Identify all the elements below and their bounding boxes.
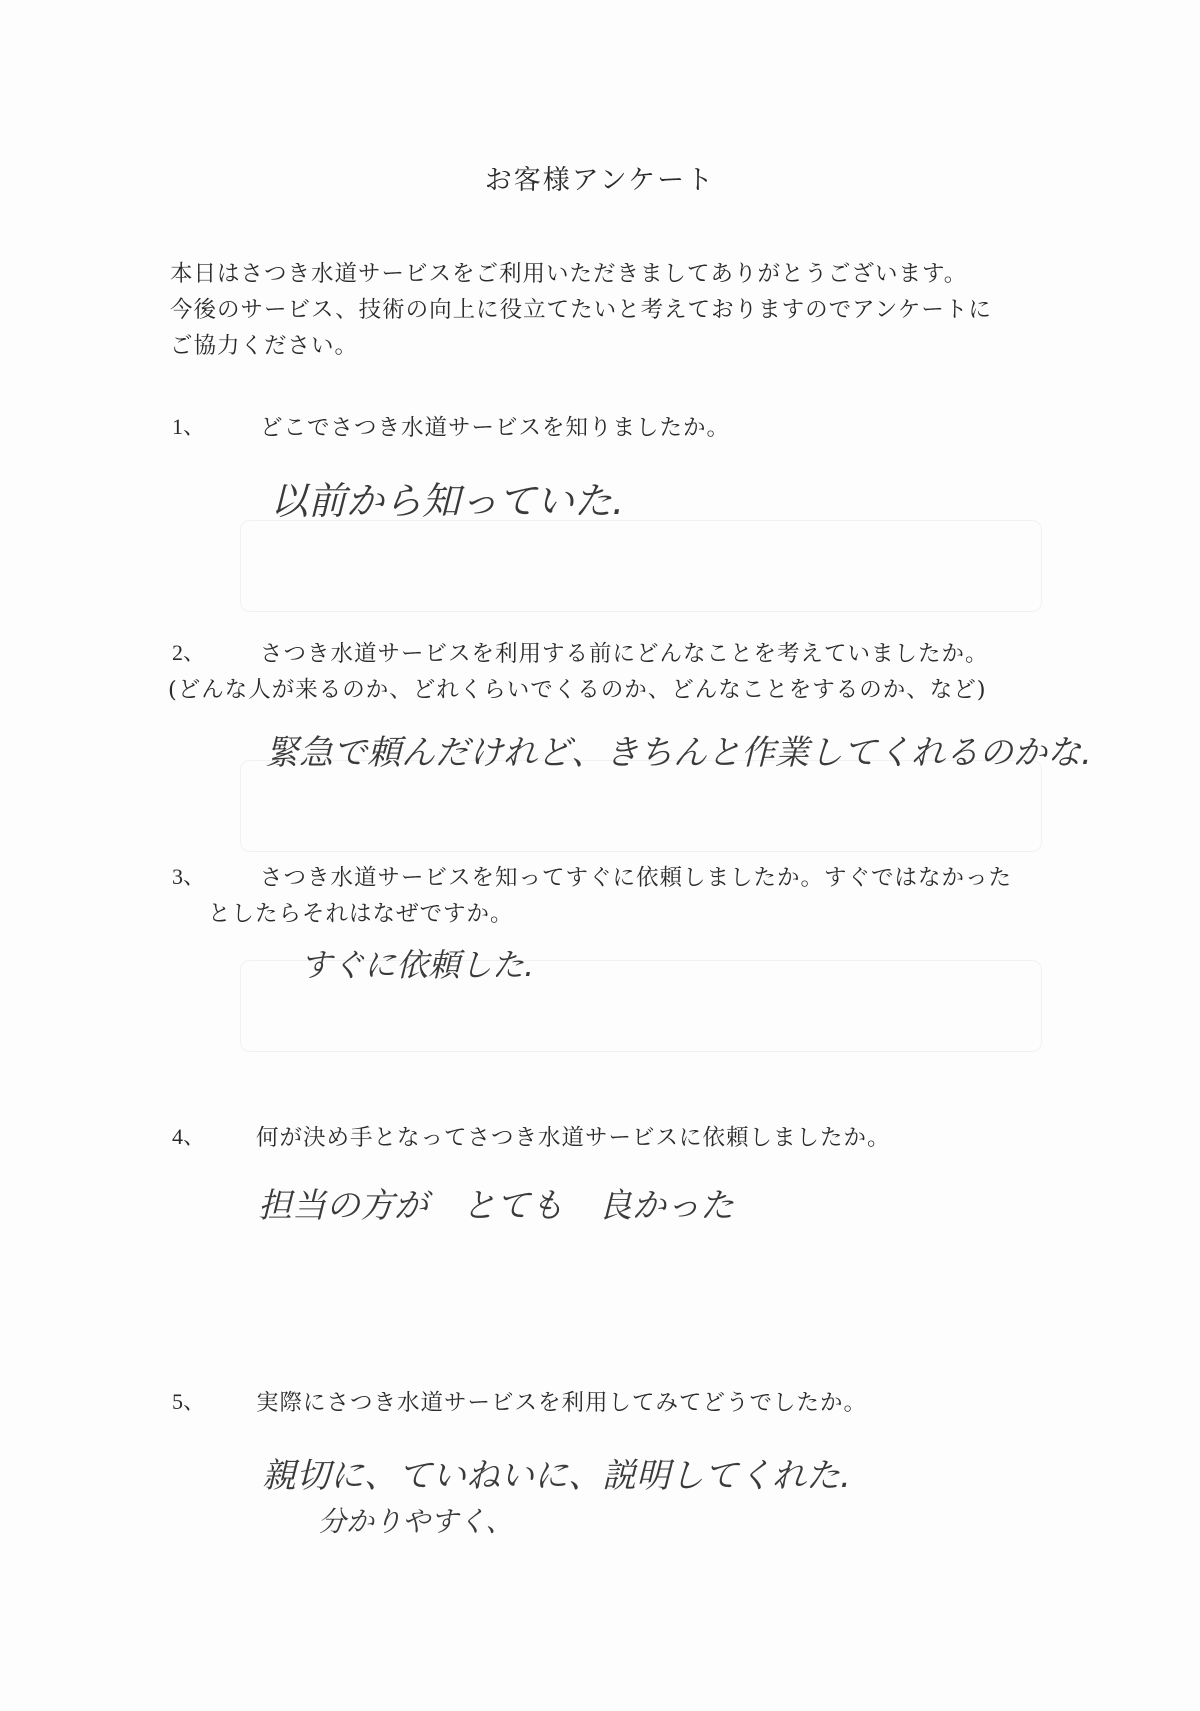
question-number: 3、 [172,864,206,889]
question-text: さつき水道サービスを知ってすぐに依頼しましたか。すぐではなかった [260,865,1013,891]
question-number: 4、 [172,1124,206,1149]
question-text: 実際にさつき水道サービスを利用してみてどうでしたか。 [256,1390,868,1416]
question-text: としたらそれはなぜですか。 [208,901,514,927]
question-text: 何が決め手となってさつき水道サービスに依頼しましたか。 [256,1125,891,1151]
handwritten-answer: すぐに依頼した. [300,946,535,984]
bleed-through-box [240,520,1042,612]
handwritten-answer: 親切に、ていねいに、説明してくれた. [262,1456,851,1496]
intro-text [170,256,1070,364]
intro-line: 本日はさつき水道サービスをご利用いただきましてありがとうございます。 [170,261,968,287]
question-text: どこでさつき水道サービスを知りましたか。 [260,415,731,441]
intro-line: ご協力ください。 [170,333,359,359]
handwritten-answer: 以前から知っていた. [270,479,625,523]
handwritten-answer: 緊急で頼んだけれど、きちんと作業してくれるのかな. [265,733,1092,773]
question-text: さつき水道サービスを利用する前にどんなことを考えていましたか。 [260,641,989,667]
question-number: 1、 [172,414,206,439]
handwritten-answer: 担当の方が とても 良かった [258,1186,734,1226]
question-subtext: (どんな人が来るのか、どれくらいでくるのか、どんなことをするのか、など) [168,677,987,703]
question-number: 2、 [172,640,206,665]
page-title: お客様アンケート [484,165,716,196]
handwritten-answer: 分かりやすく、 [318,1505,514,1538]
intro-line: 今後のサービス、技術の向上に役立てたいと考えておりますのでアンケートに [170,297,992,323]
question-number: 5、 [172,1389,206,1414]
